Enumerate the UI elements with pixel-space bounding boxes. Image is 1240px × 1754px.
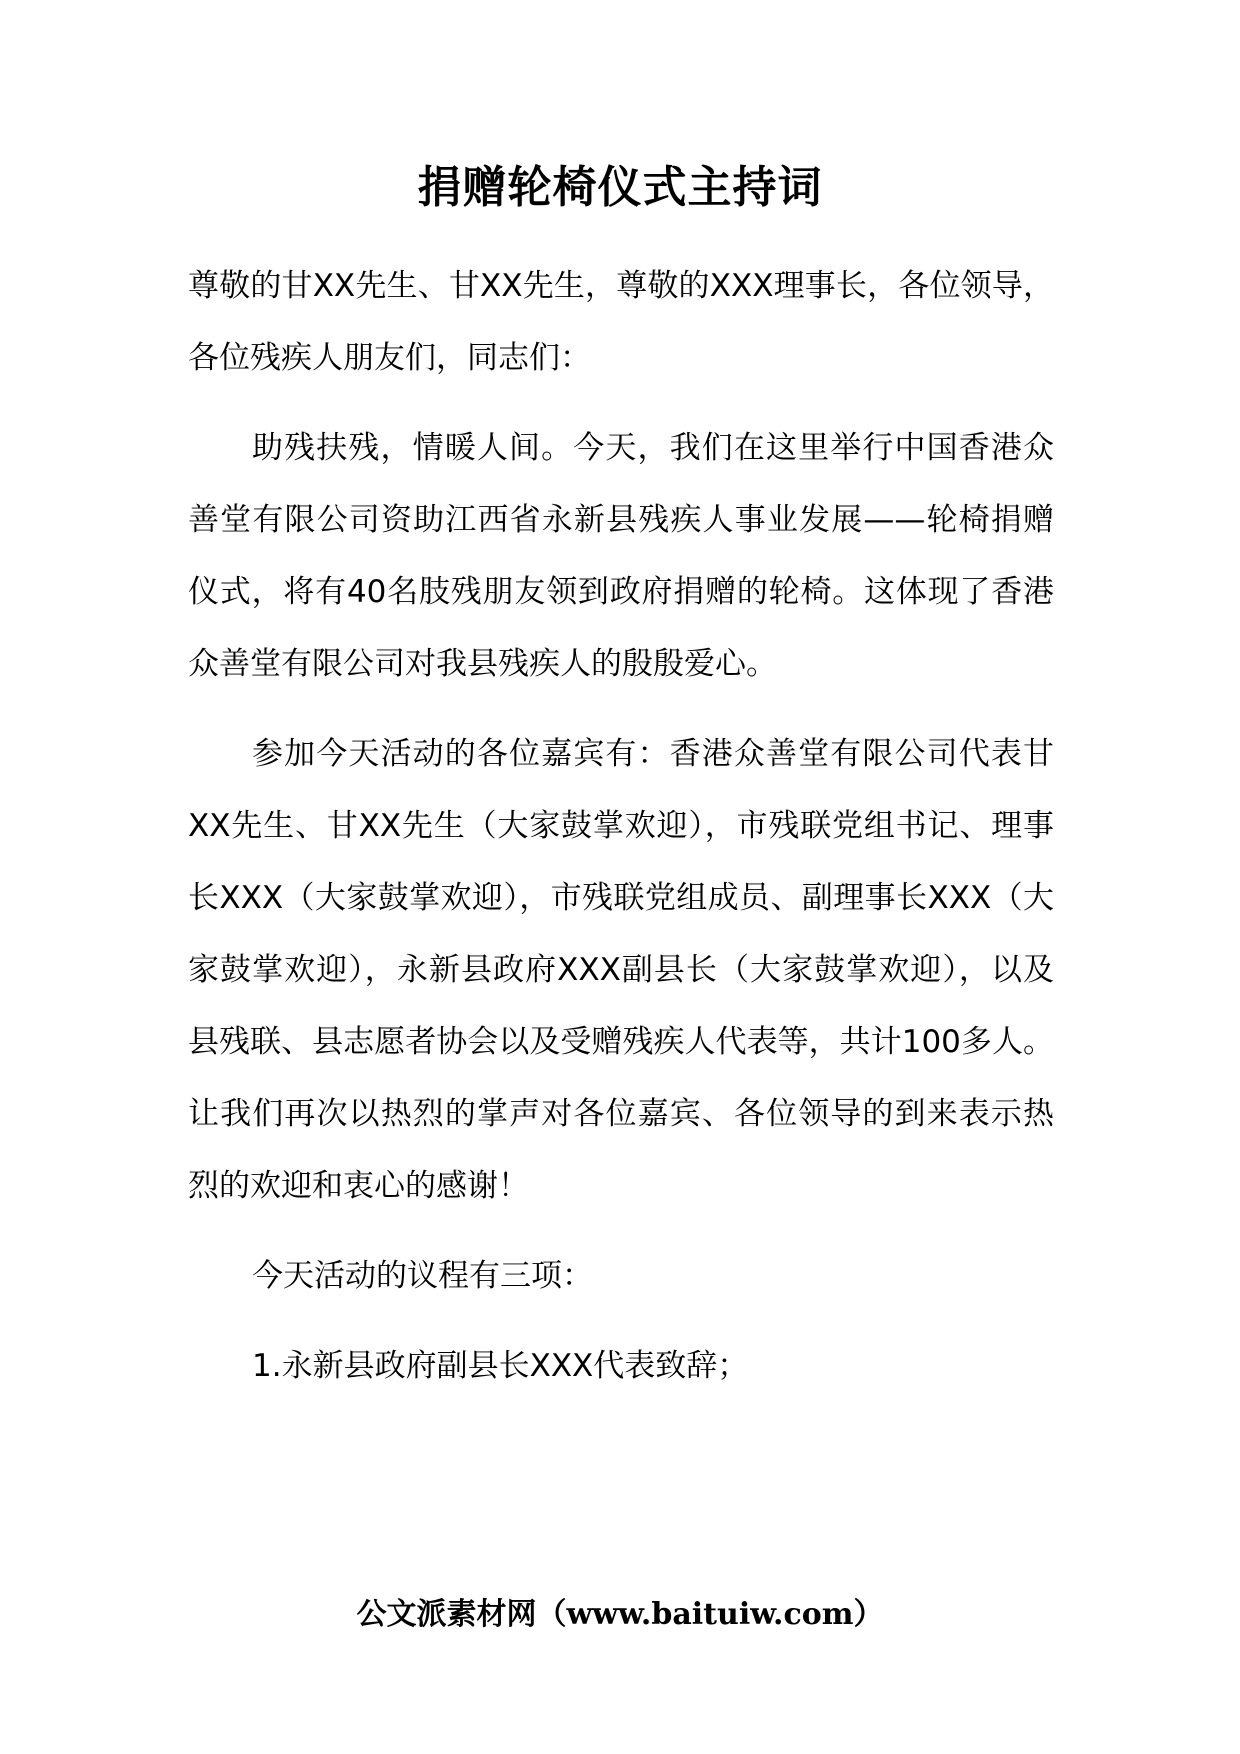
salutation-paragraph: 尊敬的甘XX先生、甘XX先生，尊敬的XXX理事长，各位领导，各位残疾人朋友们，同志们： <box>188 268 1054 376</box>
document-body <box>188 250 1054 1420</box>
agenda-intro-paragraph: 今天活动的议程有三项： <box>252 1258 593 1294</box>
agenda-item-1: 1.永新县政府副县长XXX代表致辞； <box>252 1348 749 1384</box>
document-title: 捐赠轮椅仪式主持词 <box>417 162 823 213</box>
guests-paragraph: 参加今天活动的各位嘉宾有：香港众善堂有限公司代表甘XX先生、甘XX先生（大家鼓掌欢迎），市残联党组书记、理事长XXX（大家鼓掌欢迎），市残联党组成员、副理事长XXX（大家鼓掌欢迎），永新县政府XXX副县长（大家鼓掌欢迎），以及县残联、县志愿者协会以及受赠残疾人代表等，共计100多人。让我们再次以热烈的掌声对各位嘉宾、各位领导的到来表示热烈的欢迎和衷心的感谢！ <box>188 736 1054 1204</box>
footer-source: 公文派素材网（www.baituiw.com） <box>356 1597 884 1632</box>
opening-paragraph: 助残扶残，情暖人间。今天，我们在这里举行中国香港众善堂有限公司资助江西省永新县残疾人事业发展——轮椅捐赠仪式，将有40名肢残朋友领到政府捐赠的轮椅。这体现了香港众善堂有限公司对我县残疾人的殷殷爱心。 <box>188 430 1054 682</box>
